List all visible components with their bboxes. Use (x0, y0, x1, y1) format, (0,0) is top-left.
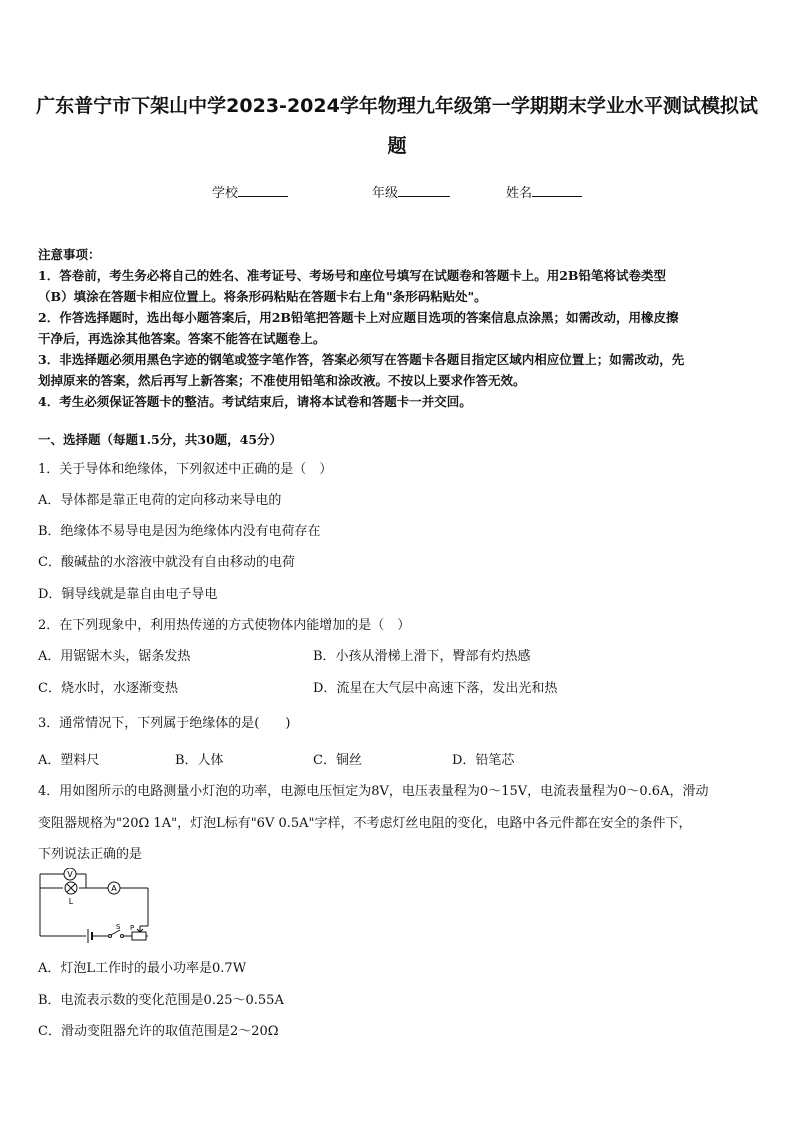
q3-option-d[interactable]: D．铅笔芯 (452, 753, 515, 768)
grade-label: 年级 (372, 186, 399, 201)
question-2-stem: 2．在下列现象中，利用热传递的方式使物体内能增加的是（ ） (38, 618, 411, 633)
voltmeter-symbol (64, 868, 76, 880)
notes-line: 1．答卷前，考生务必将自己的姓名、准考证号、考场号和座位号填写在试题卷和答题卡上。用2B铅笔将试卷类型 (38, 268, 666, 283)
q1-option-d[interactable]: D．铜导线就是靠自由电子导电 (38, 587, 218, 602)
q3-option-c[interactable]: C．铜丝 (313, 753, 362, 768)
q4-option-b[interactable]: B．电流表示数的变化范围是0.25～0.55A (38, 993, 284, 1008)
grade-field[interactable] (372, 182, 450, 201)
q2-option-c[interactable]: C．烧水时，水逐渐变热 (38, 681, 178, 696)
rheostat-label: P (130, 924, 135, 932)
page-title (30, 86, 764, 166)
q2-option-d[interactable]: D．流星在大气层中高速下落，发出光和热 (313, 681, 558, 696)
question-4-stem-line-3: 下列说法正确的是 (38, 847, 143, 862)
notes-line: 2．作答选择题时，选出每小题答案后，用2B铅笔把答题卡上对应题目选项的答案信息点涂黑；如需改动，用橡皮擦 (38, 310, 679, 325)
name-blank[interactable] (532, 184, 582, 197)
q4-option-a[interactable]: A．灯泡L工作时的最小功率是0.7W (38, 961, 247, 976)
notes-line: 划掉原来的答案，然后再写上新答案；不准使用铅笔和涂改液。不按以上要求作答无效。 (38, 373, 526, 388)
notes-heading: 注意事项： (38, 247, 101, 262)
question-3-stem: 3．通常情况下，下列属于绝缘体的是( ) (38, 716, 291, 731)
school-blank[interactable] (238, 184, 288, 197)
ammeter-label: A (111, 884, 117, 893)
grade-blank[interactable] (398, 184, 450, 197)
exam-notes (38, 244, 758, 412)
q2-option-b[interactable]: B．小孩从滑梯上滑下，臀部有灼热感 (313, 649, 531, 664)
school-label: 学校 (212, 186, 239, 201)
question-4-stem-line-2: 变阻器规格为"20Ω 1A"，灯泡L标有"6V 0.5A"字样，不考虑灯丝电阻的变化，电路中各元件都在安全的条件下， (38, 816, 692, 831)
question-1-stem: 1．关于导体和绝缘体，下列叙述中正确的是（ ） (38, 462, 333, 477)
notes-line: （B）填涂在答题卡相应位置上。将条形码粘贴在答题卡右上角"条形码粘贴处"。 (38, 289, 487, 304)
circuit-diagram (36, 868, 152, 944)
q3-option-b[interactable]: B．人体 (175, 753, 224, 768)
voltmeter-label: V (67, 870, 73, 879)
switch-label: S (116, 923, 121, 931)
q3-option-a[interactable]: A．塑料尺 (38, 753, 100, 768)
q2-option-a[interactable]: A．用锯锯木头，锯条发热 (38, 649, 191, 664)
section-heading: 一、选择题（每题1.5分，共30题，45分） (38, 432, 283, 447)
q1-option-c[interactable]: C．酸碱盐的水溶液中就没有自由移动的电荷 (38, 555, 295, 570)
lamp-symbol (65, 882, 77, 906)
name-field[interactable] (506, 182, 582, 201)
title-line-2: 题 (387, 135, 407, 157)
title-line-1: 广东普宁市下架山中学2023-2024学年物理九年级第一学期期末学业水平测试模拟试 (36, 95, 758, 117)
notes-line: 4．考生必须保证答题卡的整洁。考试结束后，请将本试卷和答题卡一并交回。 (38, 394, 472, 409)
q1-option-b[interactable]: B．绝缘体不易导电是因为绝缘体内没有电荷存在 (38, 524, 321, 539)
notes-line: 干净后，再选涂其他答案。答案不能答在试题卷上。 (38, 331, 326, 346)
lamp-label: L (68, 897, 74, 906)
q1-option-a[interactable]: A．导体都是靠正电荷的定向移动来导电的 (38, 493, 282, 508)
question-4-stem-line-1: 4．用如图所示的电路测量小灯泡的功率，电源电压恒定为8V，电压表量程为0～15V，电流表量程为0～0.6A，滑动 (38, 784, 709, 799)
q4-option-c[interactable]: C．滑动变阻器允许的取值范围是2～20Ω (38, 1024, 279, 1039)
name-label: 姓名 (506, 186, 533, 201)
notes-line: 3．非选择题必须用黑色字迹的钢笔或签字笔作答，答案必须写在答题卡各题目指定区域内相应位置上；如需改动，先 (38, 352, 685, 367)
school-field[interactable] (212, 182, 288, 201)
ammeter-symbol (108, 882, 120, 894)
